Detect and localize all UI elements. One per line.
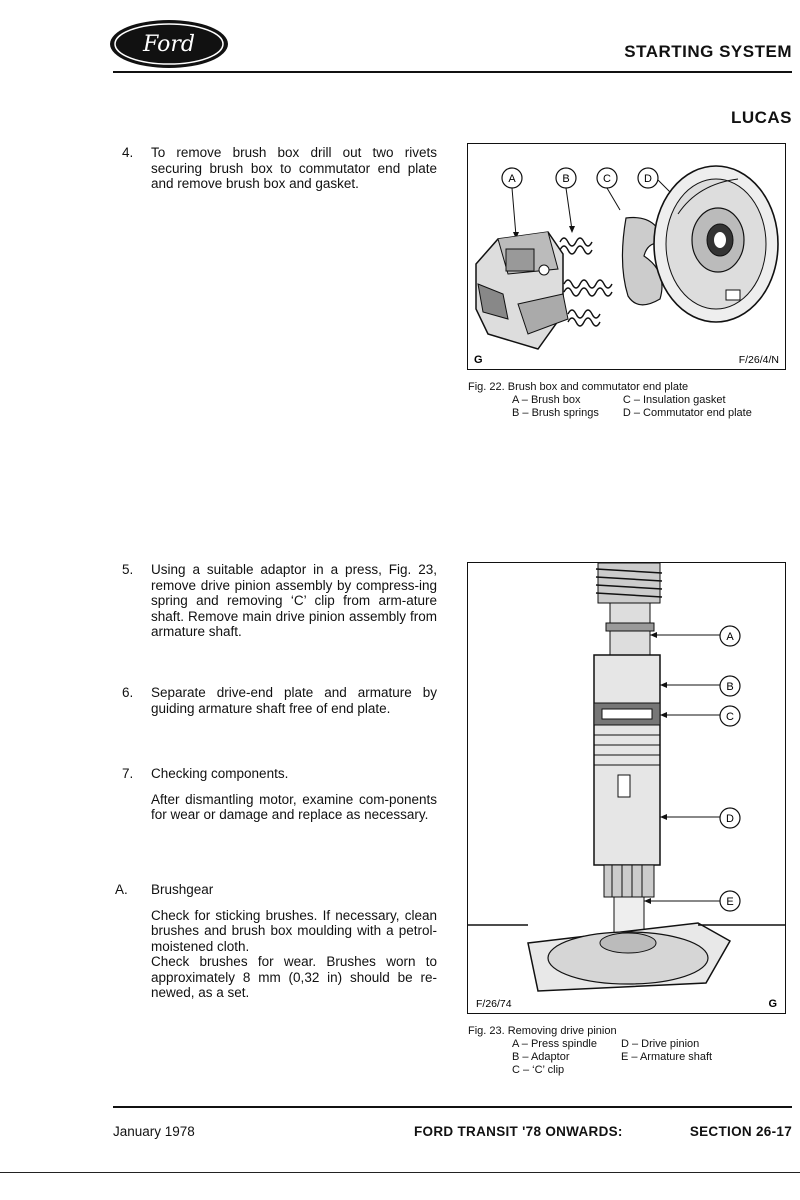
step-7 [122, 766, 437, 833]
footer-date: January 1978 [113, 1124, 195, 1139]
scan-edge [0, 1172, 800, 1173]
step-text: To remove brush box drill out two rivets securing brush box to commutator end plate and remove brush box and gasket. [151, 145, 437, 191]
callout-d: D [726, 813, 734, 825]
section-title: STARTING SYSTEM [624, 42, 792, 61]
step-heading: Checking components. [151, 766, 289, 781]
callout-c: C [726, 711, 734, 723]
legend-item: D – Commutator end plate [622, 407, 752, 419]
fig22-legend [512, 394, 776, 420]
step-heading: Brushgear [151, 882, 214, 897]
callout-a: A [726, 631, 734, 643]
step-number: 7. [122, 766, 134, 781]
step-6 [122, 685, 437, 726]
header-rule [113, 71, 792, 73]
step-number: A. [115, 882, 128, 897]
callout-e: E [726, 896, 734, 908]
legend-item: E – Armature shaft [621, 1051, 713, 1063]
ford-logo [108, 18, 230, 70]
step-4 [122, 145, 437, 202]
legend-item: A – Brush box [512, 394, 581, 406]
fig22-caption-title: Fig. 22. Brush box and commutator end plate [468, 381, 689, 393]
step-text: Separate drive-end plate and armature by guiding armature shaft free of end plate. [151, 685, 437, 716]
step-text: Check for sticking brushes. If necessary, clean brushes and brush box moulding with a petrol-moistened cloth. Check brushes for wear. Brushes worn to approximately 8 mm (0,32 in) should be re-newed, as a set. [151, 907, 437, 1000]
step-5 [122, 562, 437, 650]
publisher-mark-icon: G [768, 998, 777, 1010]
legend-item: C – Insulation gasket [622, 394, 726, 406]
step-text: After dismantling motor, examine com-ponents for wear or damage and replace as necessary. [151, 791, 437, 822]
fig23-legend [512, 1038, 736, 1077]
step-number: 6. [122, 685, 134, 700]
footer-model: FORD TRANSIT '78 ONWARDS: [414, 1124, 623, 1139]
figure-22 [467, 143, 786, 370]
subtitle: LUCAS [730, 108, 792, 127]
legend-item: B – Adaptor [512, 1051, 570, 1063]
callout-d: D [644, 173, 652, 185]
publisher-mark-icon: G [474, 354, 483, 366]
legend-item: C – ‘C’ clip [512, 1064, 565, 1076]
callout-c: C [603, 173, 611, 185]
brush-box-illustration [468, 144, 785, 369]
fig23-caption-title: Fig. 23. Removing drive pinion [468, 1025, 617, 1037]
step-text: Using a suitable adaptor in a press, Fig. 23, remove drive pinion assembly by compress-ing spring and removing ‘C’ clip from arm-ature shaft. Remove main drive pinion assembly from armature shaft. [151, 562, 437, 639]
step-number: 5. [122, 562, 134, 577]
logo-text: Ford [143, 32, 195, 57]
callout-b: B [726, 681, 734, 693]
legend-item: B – Brush springs [512, 407, 599, 419]
footer-rule [113, 1106, 792, 1108]
fig22-ref: F/26/4/N [738, 354, 779, 366]
footer-section: SECTION 26-17 [689, 1124, 792, 1139]
fig22-caption [468, 381, 776, 420]
figure-23 [467, 562, 786, 1014]
fig23-caption [468, 1025, 736, 1077]
legend-item [621, 1064, 736, 1077]
legend-item: D – Drive pinion [621, 1038, 700, 1050]
callout-b: B [562, 173, 570, 185]
press-spindle-illustration [468, 563, 785, 1013]
step-number: 4. [122, 145, 134, 160]
callout-a: A [508, 173, 516, 185]
step-a-brushgear [115, 882, 437, 1011]
fig23-ref: F/26/74 [476, 998, 512, 1010]
legend-item: A – Press spindle [512, 1038, 597, 1050]
